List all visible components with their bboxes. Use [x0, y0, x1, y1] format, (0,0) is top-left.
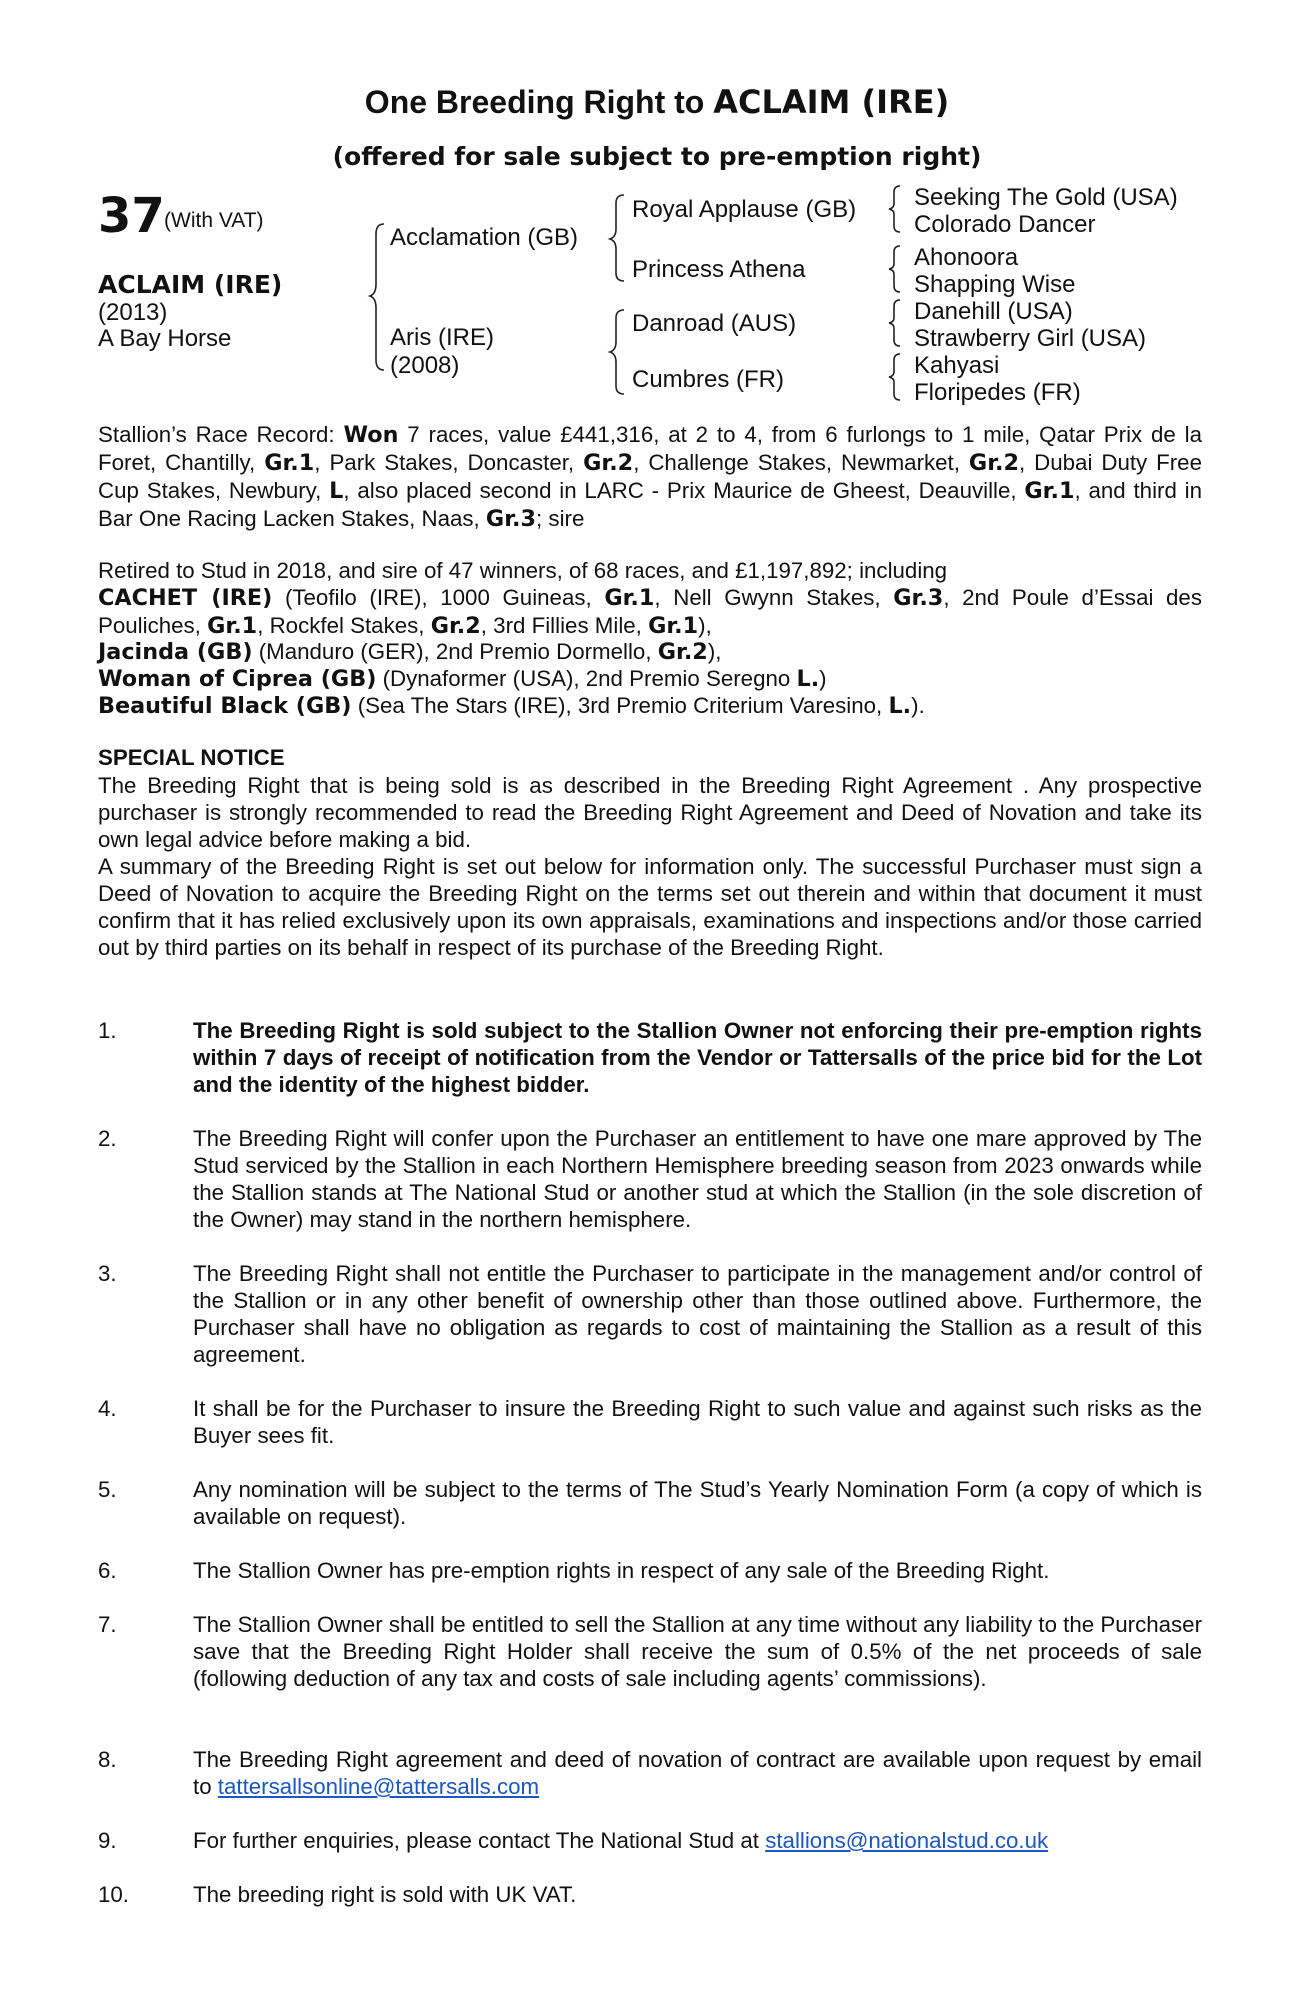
title-prefix: One Breeding Right to	[364, 84, 714, 120]
pedigree-dam-dam: Cumbres (FR)	[632, 366, 785, 393]
pedigree-bracket-dam	[608, 308, 628, 396]
item-number: 1.	[98, 1018, 117, 1043]
pedigree-g3-name: Floripedes (FR)	[914, 379, 1081, 406]
stud-intro: Retired to Stud in 2018, and sire of 47 winners, of 68 races, and £1,197,892; including	[98, 558, 948, 583]
tattersalls-email-link[interactable]: tattersallsonline@tattersalls.com	[217, 1774, 540, 1799]
race-record: Stallion’s Race Record: Won 7 races, value £441,316, at 2 to 4, from 6 furlongs to 1 mile, Qatar Prix de la Foret, Chantilly, Gr.1, Park Stakes, Doncaster, Gr.2, Challenge Stakes, Newmarket, Gr.2, Dubai Duty Free Cup Stakes, Newbury, L, also placed second in LARC - Prix Maurice de Gheest, Deauville, Gr.1, and third in Bar One Racing Lacken Stakes, Naas, Gr.3; sire	[98, 422, 1203, 532]
pedigree-dam: Aris (IRE)	[390, 324, 494, 351]
pedigree-sire: Acclamation (GB)	[390, 224, 579, 251]
pedigree-dam-sire: Danroad (AUS)	[632, 310, 797, 337]
horse-description: A Bay Horse	[98, 325, 232, 352]
national-stud-email-link[interactable]: stallions@nationalstud.co.uk	[765, 1828, 1049, 1853]
item-text: The Breeding Right will confer upon the Purchaser an entitlement to have one mare approved by The Stud serviced by the Stallion in each Northern Hemisphere breeding season from 2023 onwards while the Stallion stands at The National Stud or another stud at which the Stallion (in the sole discretion of the Owner) may stand in the northern hemisphere.	[193, 1126, 1202, 1232]
item-text: For further enquiries, please contact The National Stud at stallions@nationalstud.co.uk	[193, 1828, 1049, 1853]
pedigree-sire-sire: Royal Applause (GB)	[632, 196, 857, 223]
item-number: 4.	[98, 1396, 117, 1421]
pedigree-bracket-g3-2	[888, 244, 902, 294]
pedigree-g3-name: Kahyasi	[914, 352, 1000, 379]
item-number: 7.	[98, 1612, 117, 1637]
pedigree-g3-name: Seeking The Gold (USA)	[914, 184, 1178, 211]
progeny-beautiful-black: Beautiful Black (GB) (Sea The Stars (IRE), 3rd Premio Criterium Varesino, L.).	[98, 693, 925, 719]
title-horse-name: ACLAIM (IRE)	[713, 83, 950, 121]
horse-name: ACLAIM (IRE)	[98, 270, 283, 299]
pedigree-bracket-g3-3	[888, 298, 902, 348]
pedigree-g3-name: Danehill (USA)	[914, 298, 1073, 325]
item-number: 2.	[98, 1126, 117, 1151]
item-text: Any nomination will be subject to the terms of The Stud’s Yearly Nomination Form (a copy of which is available on request).	[193, 1477, 1202, 1529]
pedigree-dam-year: (2008)	[390, 352, 460, 379]
item-number: 8.	[98, 1747, 117, 1772]
item-text: It shall be for the Purchaser to insure the Breeding Right to such value and against such risks as the Buyer sees fit.	[193, 1396, 1202, 1448]
progeny-cachet: CACHET (IRE) (Teofilo (IRE), 1000 Guineas, Gr.1, Nell Gwynn Stakes, Gr.3, 2nd Poule d’Essai des Pouliches, Gr.1, Rockfel Stakes, Gr.2, 3rd Fillies Mile, Gr.1),	[98, 585, 1202, 639]
notice-paragraph-2: A summary of the Breeding Right is set out below for information only. The successful Purchaser must sign a Deed of Novation to acquire the Breeding Right on the terms set out therein and within that document it must confirm that it has relied exclusively upon its own appraisals, examinations and inspections and/or those carried out by third parties on its behalf in respect of its purchase of the Breeding Right.	[98, 854, 1202, 960]
item-number: 3.	[98, 1261, 117, 1286]
item-text: The Breeding Right agreement and deed of novation of contract are available upon request by email to tattersallsonline@tattersalls.com	[193, 1747, 1202, 1799]
pedigree-sire-dam: Princess Athena	[632, 256, 806, 283]
item-text: The Breeding Right is sold subject to the Stallion Owner not enforcing their pre-emption rights within 7 days of receipt of notification from the Vendor or Tattersalls of the price bid for the Lot and the identity of the highest bidder.	[193, 1018, 1202, 1097]
pedigree-bracket-main	[368, 222, 388, 372]
special-notice-heading: SPECIAL NOTICE	[98, 745, 285, 770]
pedigree-bracket-sire	[608, 193, 628, 283]
notice-paragraph-1: The Breeding Right that is being sold is as described in the Breeding Right Agreement . Any prospective purchaser is strongly recommended to read the Breeding Right Agreement and Deed of Novation and take its own legal advice before making a bid.	[98, 773, 1202, 852]
page-subtitle: (offered for sale subject to pre-emption right)	[332, 142, 982, 171]
horse-year: (2013)	[98, 299, 168, 326]
item-text: The Stallion Owner has pre-emption rights in respect of any sale of the Breeding Right.	[193, 1558, 1050, 1583]
page-title	[0, 82, 1314, 122]
pedigree-bracket-g3-4	[888, 352, 902, 402]
item-number: 6.	[98, 1558, 117, 1583]
pedigree-g3-name: Ahonoora	[914, 244, 1019, 271]
item-text: The breeding right is sold with UK VAT.	[193, 1882, 577, 1907]
item-text: The Stallion Owner shall be entitled to sell the Stallion at any time without any liability to the Purchaser save that the Breeding Right Holder shall receive the sum of 0.5% of the net proceeds of sale (following deduction of any tax and costs of sale including agents’ commissions).	[193, 1612, 1202, 1691]
vat-note: (With VAT)	[164, 209, 264, 232]
item-number: 5.	[98, 1477, 117, 1502]
pedigree-g3-name: Colorado Dancer	[914, 211, 1096, 238]
pedigree-g3-name: Shapping Wise	[914, 271, 1076, 298]
pedigree-g3-name: Strawberry Girl (USA)	[914, 325, 1147, 352]
item-number: 9.	[98, 1828, 117, 1853]
progeny-jacinda: Jacinda (GB) (Manduro (GER), 2nd Premio Dormello, Gr.2),	[98, 639, 722, 665]
lot-number: 37	[98, 188, 165, 244]
pedigree-bracket-g3-1	[888, 184, 902, 234]
item-text: The Breeding Right shall not entitle the Purchaser to participate in the management and/or control of the Stallion or in any other benefit of ownership other than those outlined above. Furthermore, the Purchaser shall have no obligation as regards to cost of maintaining the Stallion as a result of this agreement.	[193, 1261, 1202, 1367]
progeny-woman-of-ciprea: Woman of Ciprea (GB) (Dynaformer (USA), 2nd Premio Seregno L.)	[98, 666, 827, 692]
item-number: 10.	[98, 1882, 129, 1907]
